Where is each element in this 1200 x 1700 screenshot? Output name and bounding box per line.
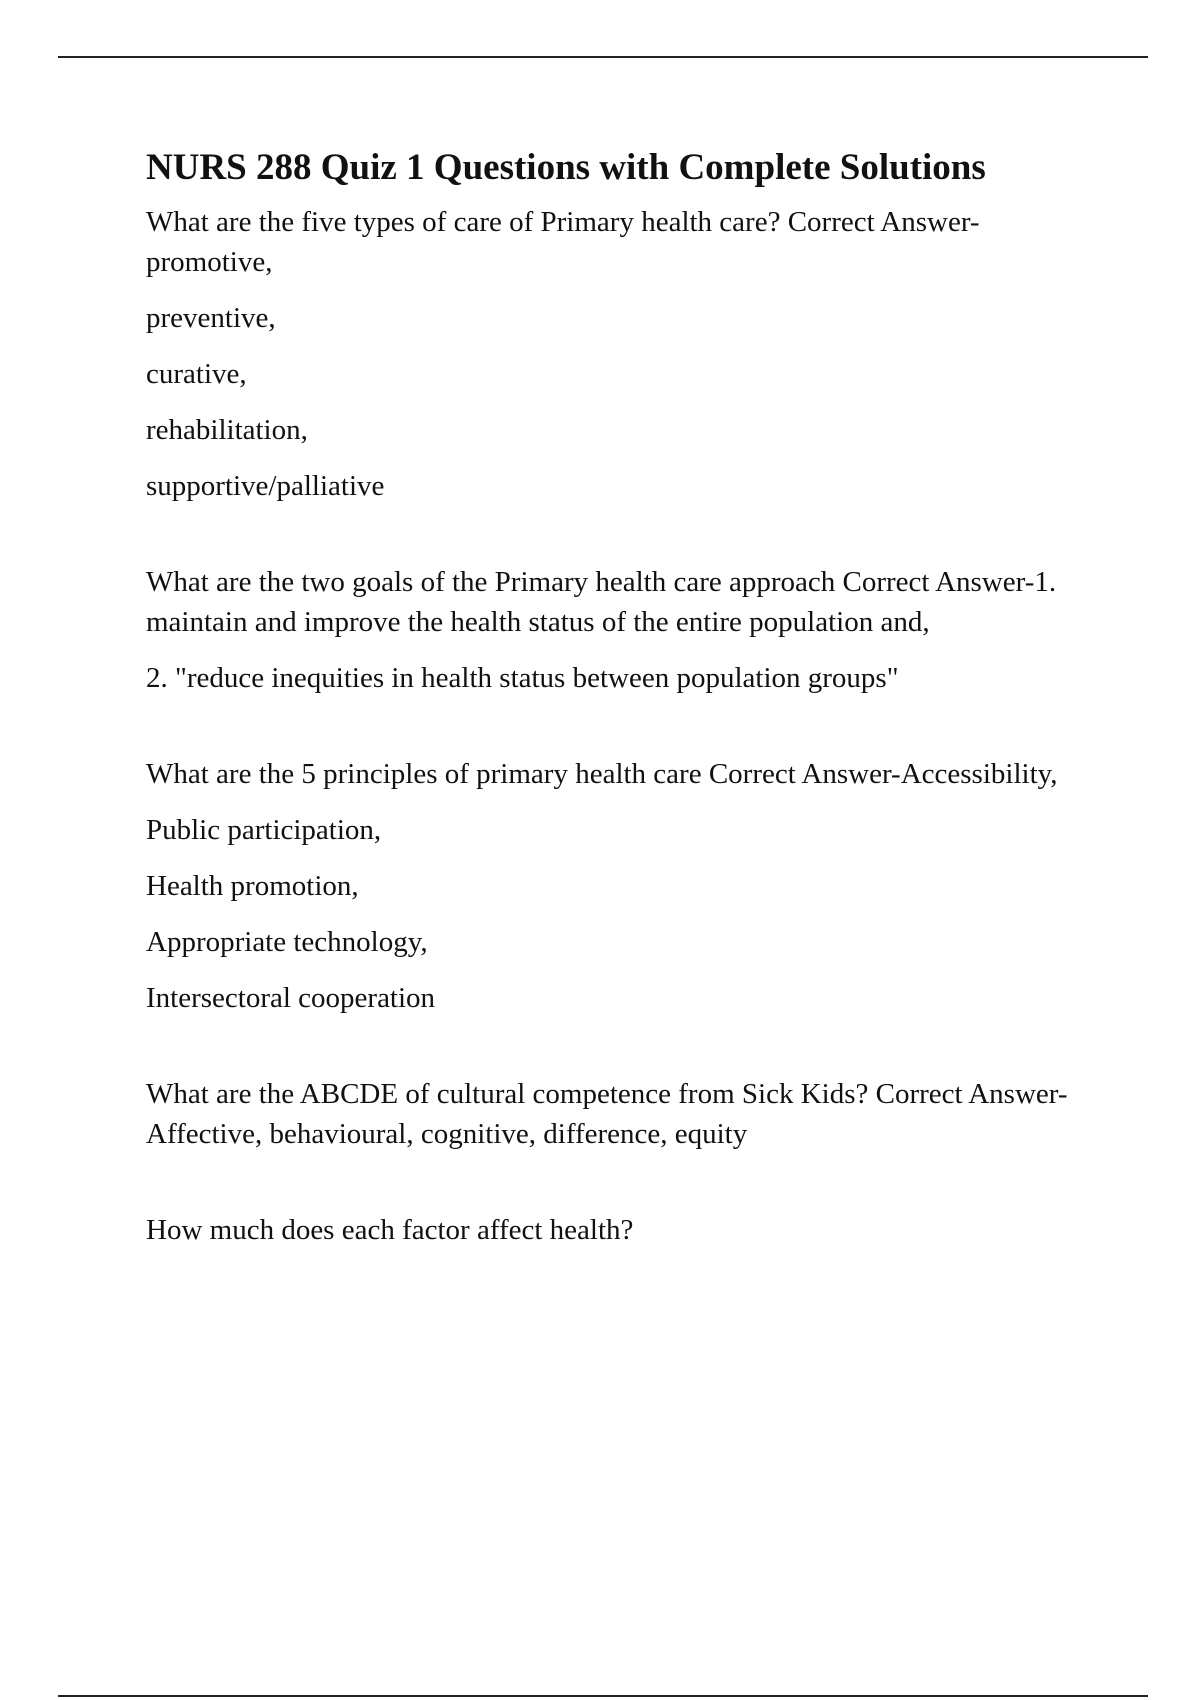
question-3-text: What are the 5 principles of primary health care Correct Answer-Accessibility, bbox=[146, 758, 1058, 790]
answer-1-line-4: rehabilitation, bbox=[146, 414, 308, 446]
answer-1-line-5: supportive/palliative bbox=[146, 470, 385, 502]
question-1-text: What are the five types of care of Primary health care? Correct Answer-promotive, bbox=[146, 206, 980, 278]
question-2-text: What are the two goals of the Primary health care approach Correct Answer-1. maintain and improve the health status of the entire population and, bbox=[146, 566, 1057, 638]
answer-3-line-2: Public participation, bbox=[146, 814, 382, 846]
qa-item-4 bbox=[146, 1074, 1086, 1154]
answer-1-line-2: preventive, bbox=[146, 302, 276, 334]
answer-1-line-3: curative, bbox=[146, 358, 247, 390]
footer-rule bbox=[58, 1695, 1148, 1697]
header-rule bbox=[58, 56, 1148, 58]
answer-3-line-5: Intersectoral cooperation bbox=[146, 982, 436, 1014]
qa-item-3 bbox=[146, 754, 1086, 1018]
page-title: NURS 288 Quiz 1 Questions with Complete Solutions bbox=[146, 147, 986, 188]
answer-3-line-3: Health promotion, bbox=[146, 870, 359, 902]
qa-item-1 bbox=[146, 202, 1086, 506]
answer-2-line-2: 2. "reduce inequities in health status between population groups" bbox=[146, 662, 899, 694]
qa-item-2 bbox=[146, 562, 1086, 698]
answer-3-line-4: Appropriate technology, bbox=[146, 926, 428, 958]
question-5-text: How much does each factor affect health? bbox=[146, 1214, 634, 1246]
qa-item-5 bbox=[146, 1210, 1086, 1250]
question-4-text: What are the ABCDE of cultural competence from Sick Kids? Correct Answer-Affective, behavioural, cognitive, difference, equity bbox=[146, 1078, 1068, 1150]
document-body bbox=[146, 146, 1086, 1306]
